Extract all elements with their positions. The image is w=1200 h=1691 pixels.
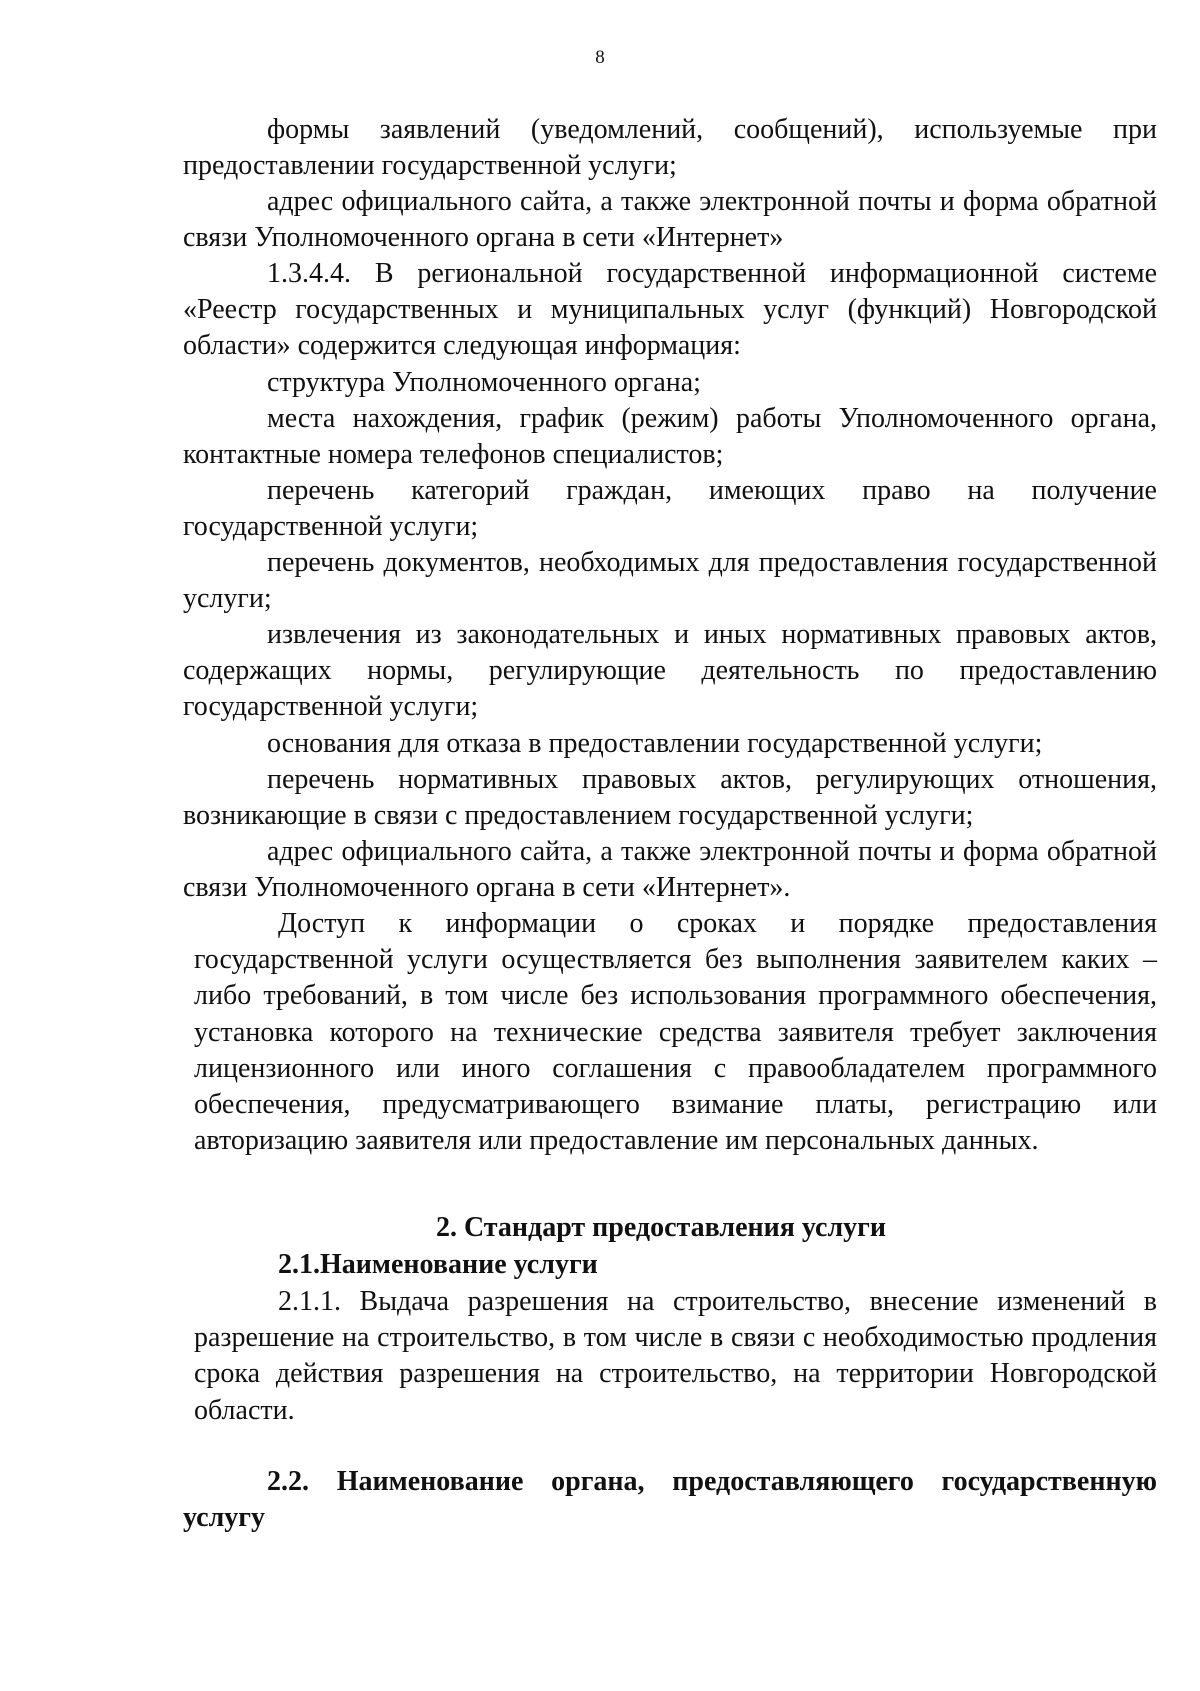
paragraph-refusal-grounds: основания для отказа в предоставлении государственной услуги; (267, 728, 1043, 759)
paragraph-structure: структура Уполномоченного органа; (267, 367, 701, 398)
paragraph-legal-extracts: извлечения из законодательных и иных нормативных правовых актов, содержащих нормы, регулирующие деятельность по предоставлению государственной услуги; (183, 619, 1157, 723)
paragraph-access-info: Доступ к информации о сроках и порядке предоставления государственной услуги осуществляется без выполнения заявителем каких – либо требований, в том числе без использования программного обеспечения, установка которого на технические средства заявителя требует заключения лицензионного или иного соглашения с правообладателем программного обеспечения, предусматривающего взимание платы, регистрацию или авторизацию заявителя или предоставление им персональных данных. (194, 908, 1157, 1157)
paragraph-required-documents: перечень документов, необходимых для предоставления государственной услуги; (183, 547, 1157, 615)
paragraph-website-address-2: адрес официального сайта, а также электронной почты и форма обратной связи Уполномоченного органа в сети «Интернет». (183, 836, 1157, 904)
paragraph-regulatory-acts: перечень нормативных правовых актов, регулирующих отношения, возникающие в связи с предоставлением государственной услуги; (183, 764, 1157, 832)
paragraph-application-forms: формы заявлений (уведомлений, сообщений), используемые при предоставлении государственной услуги; (183, 114, 1157, 182)
paragraph-website-address: адрес официального сайта, а также электронной почты и форма обратной связи Уполномоченного органа в сети «Интернет» (183, 186, 1157, 254)
paragraph-citizen-categories: перечень категорий граждан, имеющих право на получение государственной услуги; (183, 475, 1157, 543)
page-number: 8 (595, 47, 605, 68)
subsection-2-2-heading: 2.2. Наименование органа, предоставляющего государственную услугу (183, 1466, 1157, 1534)
paragraph-locations-schedule: места нахождения, график (режим) работы Уполномоченного органа, контактные номера телефонов специалистов; (183, 403, 1157, 471)
paragraph-1-3-4-4: 1.3.4.4. В региональной государственной информационной системе «Реестр государственных и муниципальных услуг (функций) Новгородской области» содержится следующая информация: (183, 258, 1157, 362)
subsection-2-1-heading: 2.1.Наименование услуги (278, 1249, 598, 1280)
paragraph-2-1-1: 2.1.1. Выдача разрешения на строительство, внесение изменений в разрешение на строительство, в том числе в связи с необходимостью продления срока действия разрешения на строительство, на территории Новгородской области. (194, 1286, 1157, 1426)
section-heading: 2. Стандарт предоставления услуги (435, 1212, 887, 1243)
